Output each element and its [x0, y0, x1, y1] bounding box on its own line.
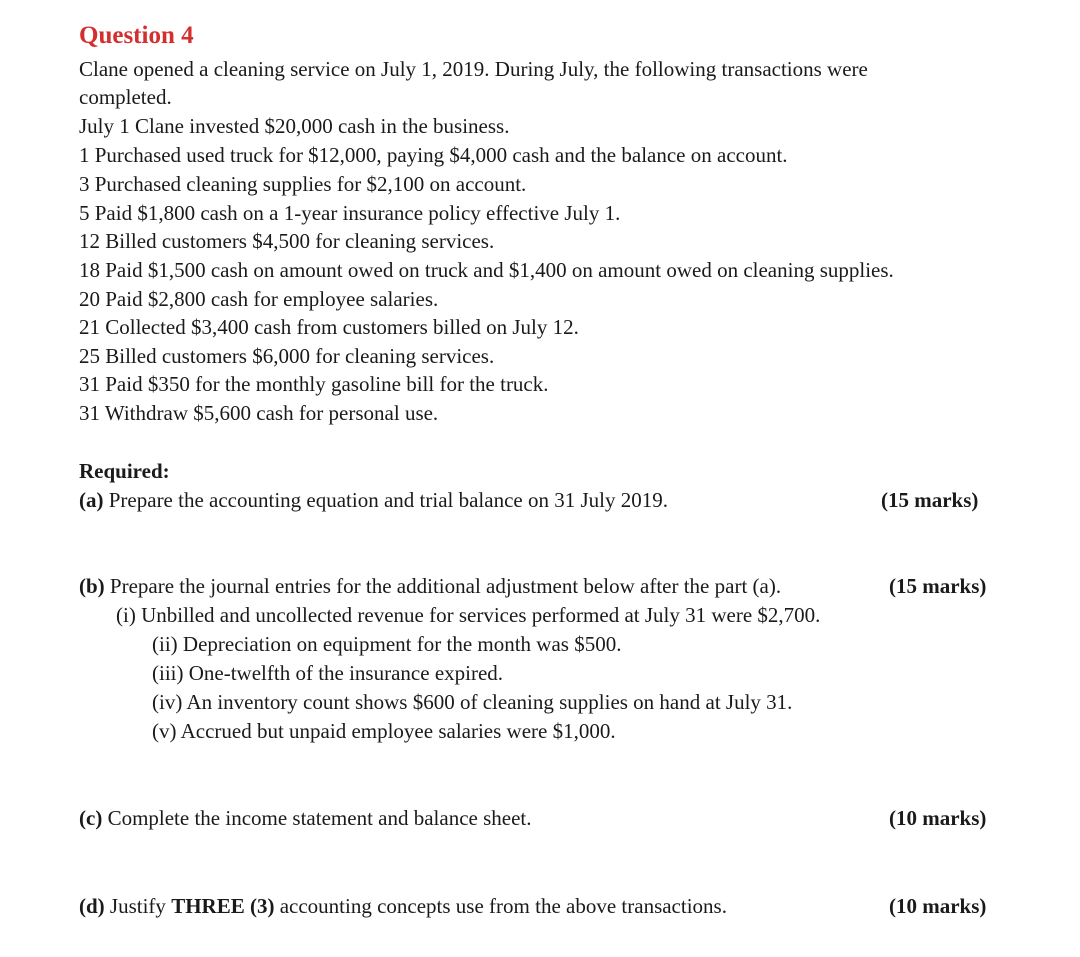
part-d [79, 892, 727, 920]
part-b-item: (v) Accrued but unpaid employee salaries were $1,000. [152, 719, 616, 743]
intro-line-2: completed. [79, 85, 172, 109]
question-title: Question 4 [79, 22, 194, 49]
part-a-label: (a) [79, 488, 104, 512]
transaction-line: 25 Billed customers $6,000 for cleaning services. [79, 344, 495, 368]
transaction-line: 31 Paid $350 for the monthly gasoline bill for the truck. [79, 372, 549, 396]
part-b-label: (b) [79, 574, 105, 598]
transaction-line: 20 Paid $2,800 cash for employee salaries. [79, 287, 439, 311]
part-a [79, 486, 668, 514]
part-b-item: (iii) One-twelfth of the insurance expired. [152, 661, 504, 685]
transaction-line: 18 Paid $1,500 cash on amount owed on truck and $1,400 on amount owed on cleaning supplies. [79, 258, 894, 282]
transaction-line: 1 Purchased used truck for $12,000, paying $4,000 cash and the balance on account. [79, 143, 788, 167]
part-d-text-bold: THREE (3) [171, 894, 275, 918]
part-d-text-pre: Justify [104, 894, 172, 918]
transaction-line: July 1 Clane invested $20,000 cash in the business. [79, 114, 510, 138]
part-c-label: (c) [79, 806, 103, 830]
transaction-line: 3 Purchased cleaning supplies for $2,100 on account. [79, 172, 527, 196]
part-c-text: Complete the income statement and balance sheet. [102, 806, 532, 830]
part-b-item: (i) Unbilled and uncollected revenue for services performed at July 31 were $2,700. [116, 603, 821, 627]
part-b-marks: (15 marks) [889, 574, 987, 598]
part-a-marks: (15 marks) [881, 488, 979, 512]
part-b-text: Prepare the journal entries for the additional adjustment below after the part (a). [104, 574, 782, 598]
part-a-text: Prepare the accounting equation and trial balance on 31 July 2019. [103, 488, 668, 512]
part-d-text-post: accounting concepts use from the above transactions. [274, 894, 727, 918]
part-d-marks: (10 marks) [889, 894, 987, 918]
part-d-label: (d) [79, 894, 105, 918]
part-c [79, 804, 532, 832]
part-b-item: (iv) An inventory count shows $600 of cleaning supplies on hand at July 31. [152, 690, 793, 714]
transaction-line: 12 Billed customers $4,500 for cleaning services. [79, 229, 495, 253]
part-c-marks: (10 marks) [889, 806, 987, 830]
part-b [79, 572, 781, 600]
part-b-item: (ii) Depreciation on equipment for the month was $500. [152, 632, 622, 656]
required-heading: Required: [79, 459, 170, 483]
transaction-line: 31 Withdraw $5,600 cash for personal use. [79, 401, 439, 425]
transaction-line: 21 Collected $3,400 cash from customers billed on July 12. [79, 315, 579, 339]
intro-line-1: Clane opened a cleaning service on July 1, 2019. During July, the following transactions were [79, 57, 868, 81]
transaction-line: 5 Paid $1,800 cash on a 1-year insurance policy effective July 1. [79, 201, 621, 225]
